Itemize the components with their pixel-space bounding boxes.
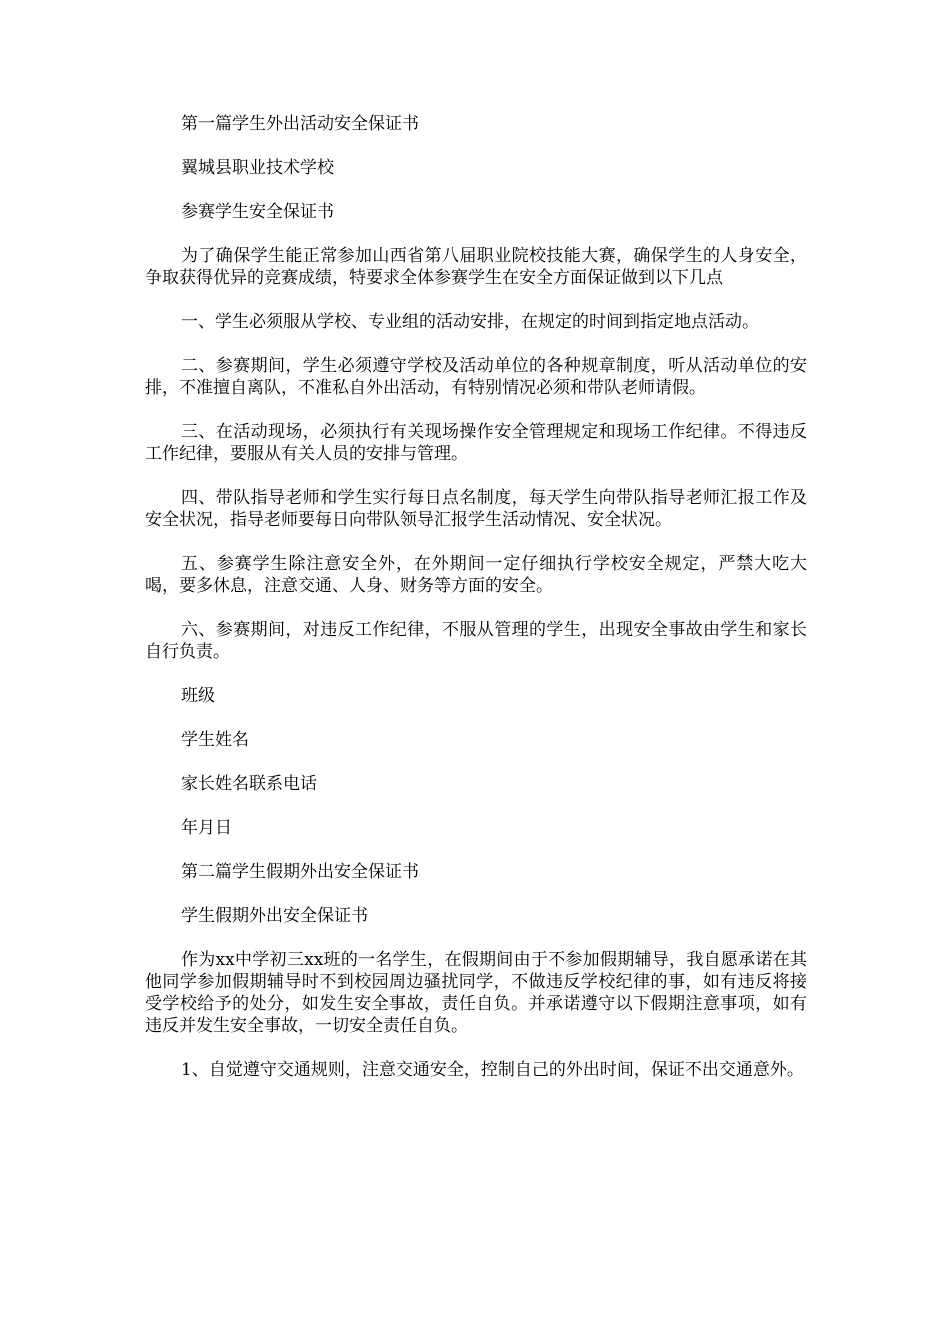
doc-subtitle-1: 参赛学生安全保证书: [181, 202, 334, 222]
item-1: 1、自觉遵守交通规则，注意交通安全，控制自己的外出时间，保证不出交通意外。: [181, 1060, 804, 1080]
rule-6: 六、参赛期间，对违反工作纪律，不服从管理的学生，出现安全事故由学生和家长自行负责。: [145, 620, 807, 662]
rule-1: 一、学生必须服从学校、专业组的活动安排，在规定的时间到指定地点活动。: [181, 312, 759, 332]
rule-3: 三、在活动现场，必须执行有关现场操作安全管理规定和现场工作纪律。不得违反工作纪律，要服从有关人员的安排与管理。: [145, 422, 807, 464]
rule-5: 五、参赛学生除注意安全外，在外期间一定仔细执行学校安全规定，严禁大吃大喝，要多休息，注意交通、人身、财务等方面的安全。: [145, 554, 807, 596]
section-title-2: 第二篇学生假期外出安全保证书: [181, 862, 419, 882]
pledge-paragraph: 作为xx中学初三xx班的一名学生，在假期间由于不参加假期辅导，我自愿承诺在其他同学参加假期辅导时不到校园周边骚扰同学，不做违反学校纪律的事，如有违反将接受学校给予的处分，如发生安全事故，责任自负。并承诺遵守以下假期注意事项，如有违反并发生安全事故，一切安全责任自负。: [145, 950, 807, 1036]
parent-contact-label: 家长姓名联系电话: [181, 774, 317, 794]
document-body: [145, 113, 807, 1103]
section-title-1: 第一篇学生外出活动安全保证书: [181, 114, 419, 134]
date-label: 年月日: [181, 818, 232, 838]
doc-subtitle-2: 学生假期外出安全保证书: [181, 906, 368, 926]
rule-2: 二、参赛期间，学生必须遵守学校及活动单位的各种规章制度，听从活动单位的安排，不准擅自离队，不准私自外出活动，有特别情况必须和带队老师请假。: [145, 356, 807, 398]
intro-paragraph: 为了确保学生能正常参加山西省第八届职业院校技能大赛，确保学生的人身安全，争取获得优异的竞赛成绩，特要求全体参赛学生在安全方面保证做到以下几点: [145, 246, 807, 288]
student-name-label: 学生姓名: [181, 730, 249, 750]
class-field-label: 班级: [181, 686, 215, 706]
school-name: 翼城县职业技术学校: [181, 158, 334, 178]
rule-4: 四、带队指导老师和学生实行每日点名制度，每天学生向带队指导老师汇报工作及安全状况，指导老师要每日向带队领导汇报学生活动情况、安全状况。: [145, 488, 807, 530]
